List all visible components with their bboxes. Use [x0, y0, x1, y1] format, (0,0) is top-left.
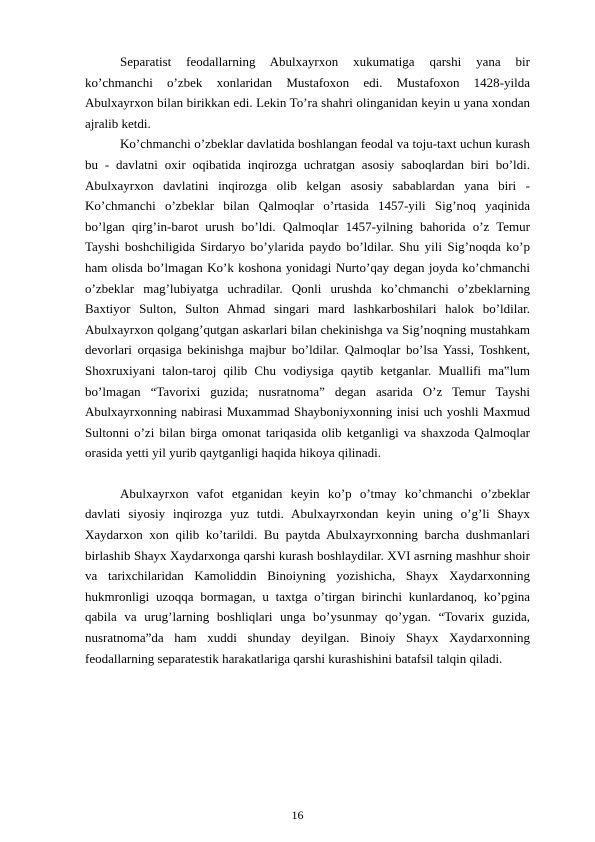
document-page: [85, 52, 530, 669]
paragraph-mustafoxon: Separatist feodallarning Abulxayrxon xukumatiga qarshi yana bir ko’chmanchi o’zbek xonlaridan Mustafoxon edi. Mustafoxon 1428-yilda Abulxayrxon bilan birikkan edi. Lekin To’ra shahri olinganidan keyin u yana xondan ajralib ketdi.: [85, 54, 530, 131]
paragraph-qalmoqlar-war: Ko’chmanchi o’zbeklar davlatida boshlangan feodal va toju-taxt uchun kurash bu - davlatni oxir oqibatida inqirozga uchratgan asosiy saboqlardan biri bo’ldi. Abulxayrxon davlatini inqirozga olib kelgan asosiy sabablardan yana biri - Ko’chmanchi o’zbeklar bilan Qalmoqlar o’rtasida 1457-yili Sig’noq yaqinida bo’lgan qirg’in-barot urush bo’ldi. Qalmoqlar 1457-yilning bahorida o’z Temur Tayshi boshchiligida Sirdaryo bo’ylarida paydo bo’ldilar. Shu yili Sig’noqda ko’p ham olisda bo’lmagan Ko’k koshona yonidagi Nurto’qay degan joyda ko’chmanchi o’zbeklar mag’lubiyatga uchradilar. Qonli urushda ko’chmanchi o’zbeklarning Baxtiyor Sulton, Sulton Ahmad singari mard lashkarboshilari halok bo’ldilar. Abulxayrxon qolgang’qutgan askarlari bilan chekinishga va Sig’noqning mustahkam devorlari orqasiga bekinishga majbur bo’ldilar. Qalmoqlar bo’lsa Yassi, Toshkent, Shoxruxiyani talon-taroj qilib Chu vodiysiga qaytib ketganlar. Muallifi ma‟lum bo’lmagan “Tavorixi guzida; nusratnoma” degan asarida O’z Temur Tayshi Abulxayrxonning nabirasi Muxammad Shayboniyxonning inisi uch yoshli Maxmud Sultonni o’zi bilan birga omonat tariqasida olib ketganligi va shaxzoda Qalmoqlar orasida yetti yil yurib qaytganligi haqida hikoya qilinadi.: [85, 136, 530, 461]
page-number: 16: [291, 808, 304, 822]
paragraph-shayx-xaydarxon: Abulxayrxon vafot etganidan keyin ko’p o’tmay ko’chmanchi o’zbeklar davlati siyosiy inqirozga yuz tutdi. Abulxayrxondan keyin uning o’g’li Shayx Xaydarxon xon qilib ko’tarildi. Bu paytda Abulxayrxonning barcha dushmanlari birlashib Shayx Xaydarxonga qarshi kurash boshlaydilar. XVI asrning mashhur shoir va tarixchilaridan Kamoliddin Binoiyning yozishicha, Shayx Xaydarxonning hukmronligi uzoqqa bormagan, u taxtga o’tirgan birinchi kunlardanoq, ko’pgina qabila va urug’larning boshliqlari unga bo’ysunmay qo’ygan. “Tovarix guzida, nusratnoma”da ham xuddi shunday deyilgan. Binoiy Shayx Xaydarxonning feodallarning separatestik harakatlariga qarshi kurashishini batafsil talqin qiladi.: [85, 485, 530, 666]
paragraph-gap: [85, 464, 530, 484]
